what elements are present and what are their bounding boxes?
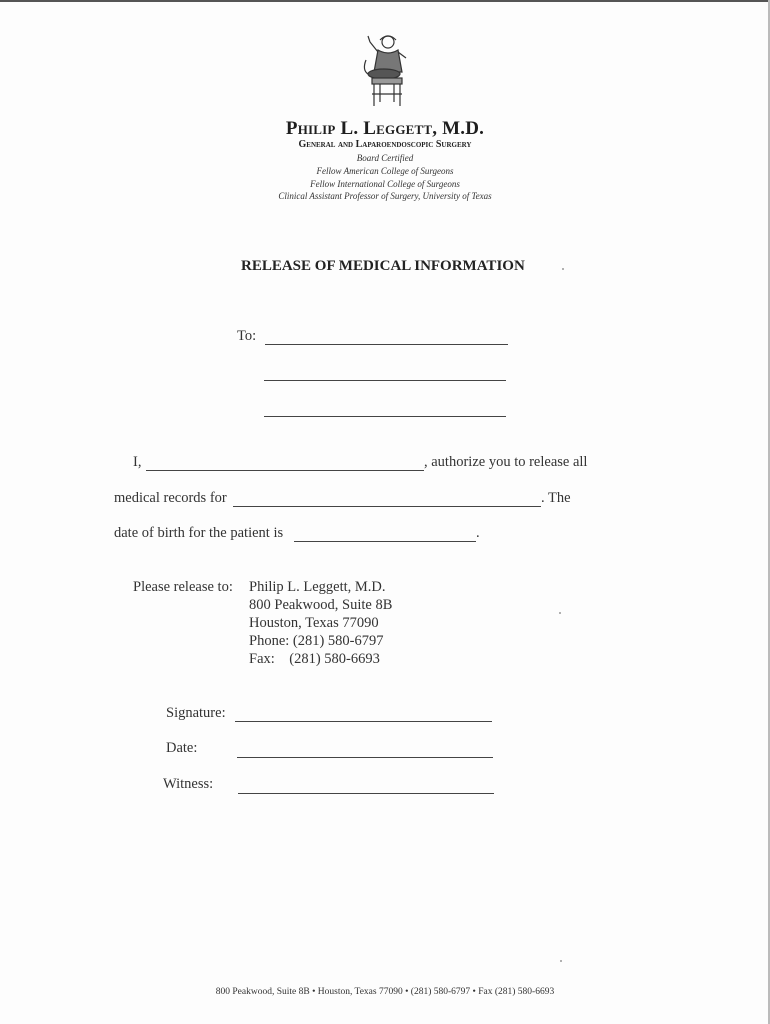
credential-line: Board Certified xyxy=(356,153,414,163)
release-phone: Phone: (281) 580-6797 xyxy=(249,633,384,649)
dob-suffix: . xyxy=(476,525,480,541)
signature-line[interactable] xyxy=(235,721,492,722)
scan-top-edge xyxy=(0,0,770,2)
specialty: General and Laparoendoscopic Surgery xyxy=(298,139,472,150)
doctor-name: Philip L. Leggett, M.D. xyxy=(285,118,485,139)
scan-speck xyxy=(560,960,562,962)
records-prefix: medical records for xyxy=(114,490,227,506)
authorize-prefix: I, xyxy=(133,454,142,470)
authorize-suffix: , authorize you to release all xyxy=(424,454,588,470)
credential-line: Clinical Assistant Professor of Surgery, University of Texas xyxy=(278,191,492,201)
release-to-label: Please release to: xyxy=(133,579,233,595)
date-line[interactable] xyxy=(237,757,493,758)
scan-speck xyxy=(562,268,564,270)
witness-line[interactable] xyxy=(238,793,494,794)
name-line[interactable] xyxy=(146,470,424,471)
scan-speck xyxy=(559,612,561,614)
release-street: 800 Peakwood, Suite 8B xyxy=(249,597,393,613)
dob-prefix: date of birth for the patient is xyxy=(114,525,284,541)
credential-line: Fellow International College of Surgeons xyxy=(310,179,460,189)
credential-line: Fellow American College of Surgeons xyxy=(316,166,454,176)
to-line-2[interactable] xyxy=(264,380,506,381)
to-line-3[interactable] xyxy=(264,416,506,417)
physician-illustration-icon xyxy=(358,30,416,110)
date-label: Date: xyxy=(166,740,198,756)
witness-label: Witness: xyxy=(163,776,214,792)
to-label: To: xyxy=(237,328,257,344)
form-title: RELEASE OF MEDICAL INFORMATION xyxy=(241,258,525,274)
release-name: Philip L. Leggett, M.D. xyxy=(249,579,386,595)
patient-line[interactable] xyxy=(233,506,541,507)
signature-label: Signature: xyxy=(166,705,226,721)
release-fax: Fax: (281) 580-6693 xyxy=(249,651,380,667)
records-suffix: . The xyxy=(541,490,571,506)
release-city: Houston, Texas 77090 xyxy=(249,615,379,631)
to-line-1[interactable] xyxy=(265,344,508,345)
footer-address: 800 Peakwood, Suite 8B • Houston, Texas 77090 • (281) 580-6797 • Fax (281) 580-6693 xyxy=(215,987,555,997)
dob-line[interactable] xyxy=(294,541,476,542)
